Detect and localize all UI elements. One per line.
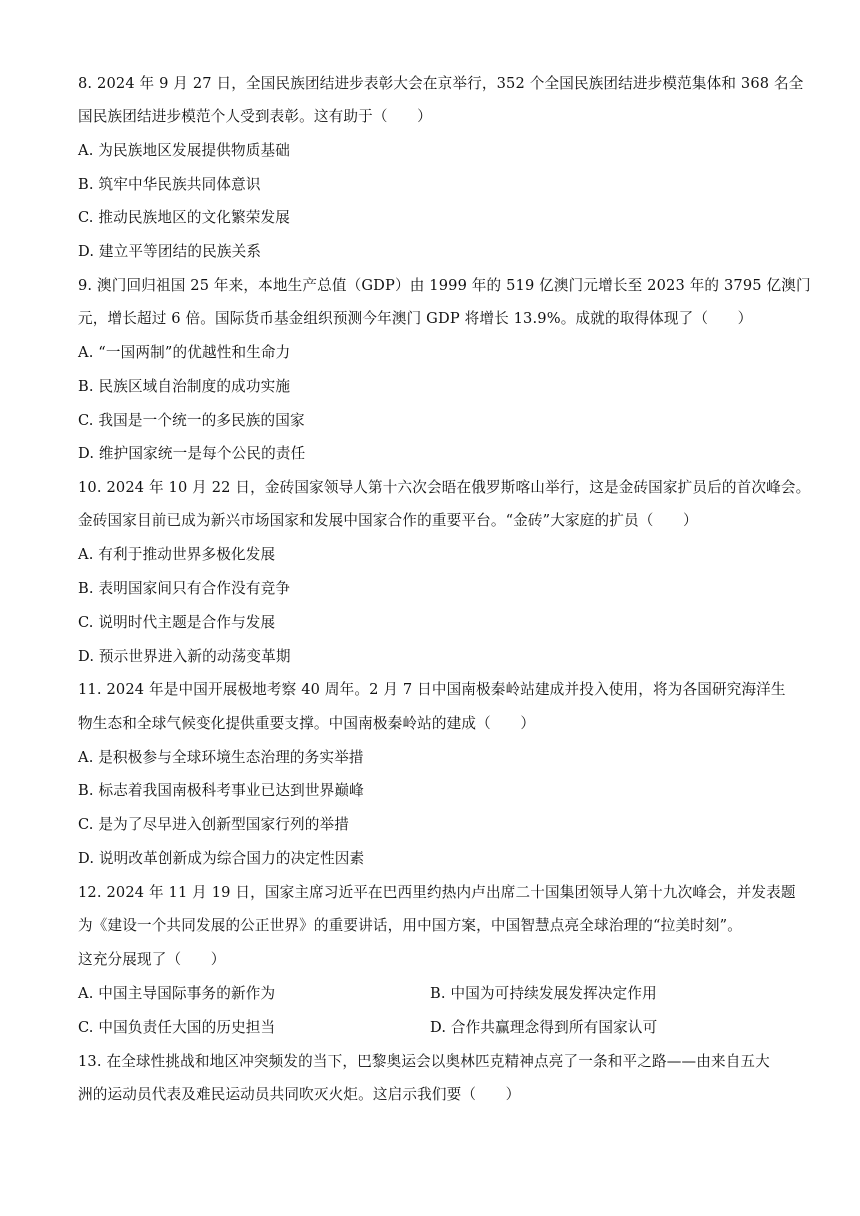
question-12-option-b: B. 中国为可持续发展发挥决定作用 xyxy=(430,985,657,1002)
question-9-option-d: D. 维护国家统一是每个公民的责任 xyxy=(78,445,306,462)
question-8-option-b: B. 筑牢中华民族共同体意识 xyxy=(78,176,261,193)
question-10-option-d: D. 预示世界进入新的动荡变革期 xyxy=(78,648,291,665)
question-8-option-c: C. 推动民族地区的文化繁荣发展 xyxy=(78,209,291,226)
question-9-option-b: B. 民族区域自治制度的成功实施 xyxy=(78,378,291,395)
question-9-stem-line-1: 9. 澳门回归祖国 25 年来，本地生产总值（GDP）由 1999 年的 519 亿澳门元增长至 2023 年的 3795 亿澳门 xyxy=(78,277,811,294)
question-9-option-a: A. “一国两制”的优越性和生命力 xyxy=(78,344,291,361)
question-11-option-a: A. 是积极参与全球环境生态治理的务实举措 xyxy=(78,749,364,766)
question-9-stem-line-2: 元，增长超过 6 倍。国际货币基金组织预测今年澳门 GDP 将增长 13.9%。成就的取得体现了（ ） xyxy=(78,310,753,327)
question-12-stem-line-1: 12. 2024 年 11 月 19 日，国家主席习近平在巴西里约热内卢出席二十国集团领导人第十九次峰会，并发表题 xyxy=(78,884,796,901)
question-11-option-d: D. 说明改革创新成为综合国力的决定性因素 xyxy=(78,850,365,867)
question-12-stem-line-2: 为《建设一个共同发展的公正世界》的重要讲话，用中国方案，中国智慧点亮全球治理的“拉美时刻”。 xyxy=(78,917,742,934)
question-11-stem-line-1: 11. 2024 年是中国开展极地考察 40 周年。2 月 7 日中国南极秦岭站建成并投入使用，将为各国研究海洋生 xyxy=(78,681,786,698)
question-13-stem-line-1: 13. 在全球性挑战和地区冲突频发的当下，巴黎奥运会以奥林匹克精神点亮了一条和平之路——由来自五大 xyxy=(78,1053,770,1070)
question-10-option-b: B. 表明国家间只有合作没有竞争 xyxy=(78,580,291,597)
question-8-option-a: A. 为民族地区发展提供物质基础 xyxy=(78,142,290,159)
question-8-stem-line-1: 8. 2024 年 9 月 27 日，全国民族团结进步表彰大会在京举行，352 个全国民族团结进步模范集体和 368 名全 xyxy=(78,75,804,92)
question-10-stem-line-2: 金砖国家目前已成为新兴市场国家和发展中国家合作的重要平台。“金砖”大家庭的扩员（ ） xyxy=(78,512,698,529)
question-11-stem-line-2: 物生态和全球气候变化提供重要支撑。中国南极秦岭站的建成（ ） xyxy=(78,715,536,732)
question-8-option-d: D. 建立平等团结的民族关系 xyxy=(78,243,262,260)
question-12-option-d: D. 合作共赢理念得到所有国家认可 xyxy=(430,1019,658,1036)
question-12-stem-line-3: 这充分展现了（ ） xyxy=(78,951,226,968)
question-10-stem-line-1: 10. 2024 年 10 月 22 日，金砖国家领导人第十六次会晤在俄罗斯喀山举行，这是金砖国家扩员后的首次峰会。 xyxy=(78,479,811,496)
question-9-option-c: C. 我国是一个统一的多民族的国家 xyxy=(78,412,305,429)
question-11-option-c: C. 是为了尽早进入创新型国家行列的举措 xyxy=(78,816,350,833)
question-12-option-c: C. 中国负责任大国的历史担当 xyxy=(78,1019,276,1036)
question-13-stem-line-2: 洲的运动员代表及难民运动员共同吹灭火炬。这启示我们要（ ） xyxy=(78,1086,521,1103)
question-11-option-b: B. 标志着我国南极科考事业已达到世界巅峰 xyxy=(78,782,364,799)
question-10-option-c: C. 说明时代主题是合作与发展 xyxy=(78,614,276,631)
question-8-stem-line-2: 国民族团结进步模范个人受到表彰。这有助于（ ） xyxy=(78,108,432,125)
question-10-option-a: A. 有利于推动世界多极化发展 xyxy=(78,546,276,563)
question-12-option-a: A. 中国主导国际事务的新作为 xyxy=(78,985,276,1002)
